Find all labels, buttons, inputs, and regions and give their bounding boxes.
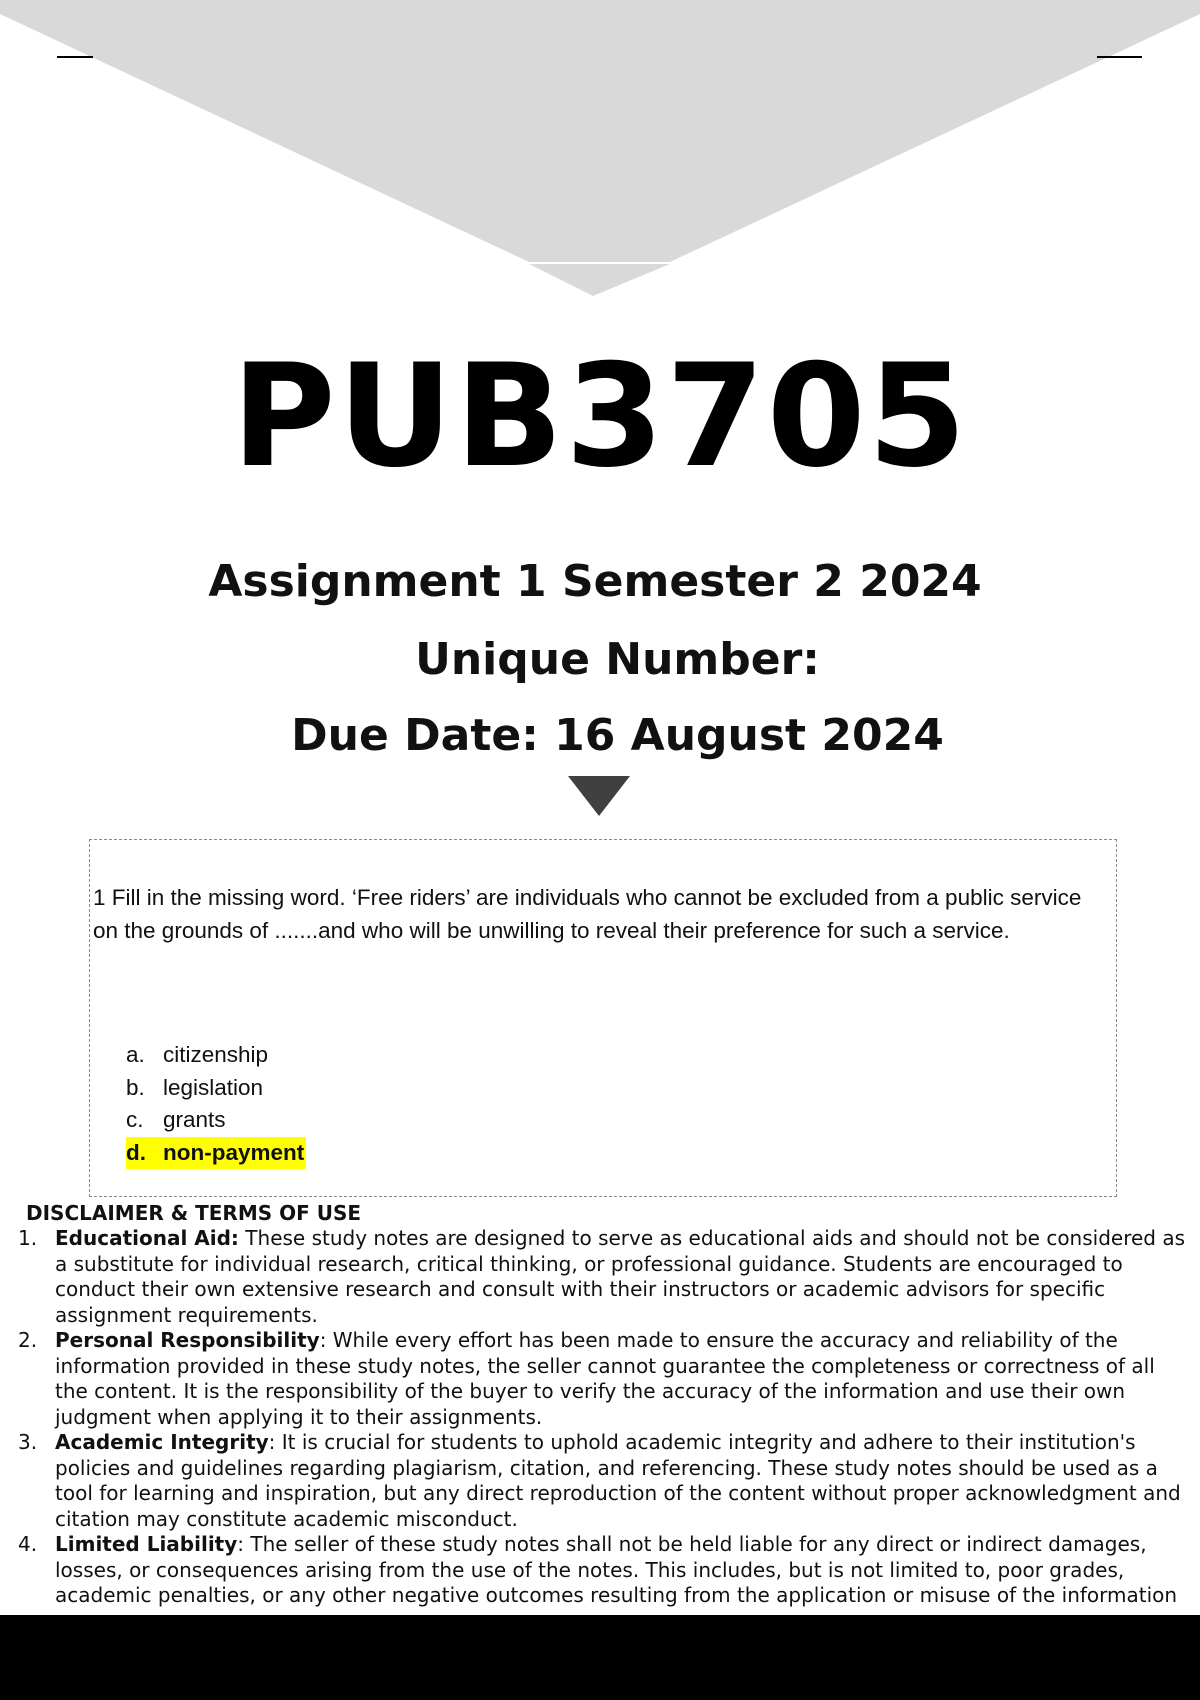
option-text: legislation xyxy=(163,1074,264,1100)
term-title: Limited Liability xyxy=(55,1532,238,1556)
option-item xyxy=(126,1039,306,1072)
answer-options xyxy=(126,1039,306,1169)
due-date-heading: Due Date: 16 August 2024 xyxy=(291,710,944,761)
option-d-highlighted-answer xyxy=(126,1137,306,1170)
option-letter: c. xyxy=(126,1107,144,1132)
term-item xyxy=(18,1328,1190,1430)
disclaimer-title: DISCLAIMER & TERMS OF USE xyxy=(26,1201,362,1225)
down-arrow-icon xyxy=(568,776,630,816)
terms-list xyxy=(18,1226,1190,1609)
option-a xyxy=(126,1039,306,1072)
viewer-bottom-bar xyxy=(0,1615,1200,1700)
term-text: : It is crucial for students to uphold academic integrity and adhere to their institution's policies and guidelines regarding plagiarism, citation, and referencing. These study notes should be used as a tool for learning and inspiration, but any direct reproduction of the content without proper acknowledgment and citation may constitute academic misconduct. xyxy=(55,1430,1181,1531)
assignment-heading: Assignment 1 Semester 2 2024 xyxy=(208,556,982,607)
header-rule-left xyxy=(57,56,93,58)
term-item xyxy=(18,1226,1190,1328)
question-box xyxy=(89,839,1117,1197)
term-text: : The seller of these study notes shall not be held liable for any direct or indirect damages, losses, or consequences arising from the use of the notes. This includes, but is not limited to, poor grades, academic penalties, or any other negative outcomes resulting from the application or misuse of the information xyxy=(55,1532,1178,1607)
disclaimer-section xyxy=(18,1200,1190,1609)
term-title: Educational Aid: xyxy=(55,1226,239,1250)
course-code-title: PUB3705 xyxy=(231,334,969,499)
term-number: 1. xyxy=(18,1226,38,1250)
option-b xyxy=(126,1072,306,1105)
term-number: 2. xyxy=(18,1328,38,1352)
option-text: citizenship xyxy=(163,1042,269,1067)
term-number: 4. xyxy=(18,1532,38,1556)
option-letter: a. xyxy=(126,1042,145,1067)
term-title: Personal Responsibility xyxy=(55,1328,320,1352)
term-title: Academic Integrity xyxy=(55,1430,269,1454)
header-chevron-banner xyxy=(0,0,1200,300)
term-text: These study notes are designed to serve as educational aids and should not be considered as a substitute for individual research, critical thinking, or professional guidance. Students are encouraged to conduct their own extensive research and consult with their instructors or academic advisors for specific assignment requirements. xyxy=(55,1226,1186,1327)
unique-number-heading: Unique Number: xyxy=(415,634,820,685)
option-item xyxy=(126,1104,306,1137)
banner-chevron-shape xyxy=(0,0,1200,262)
term-text: : While every effort has been made to ensure the accuracy and reliability of the information provided in these study notes, the seller cannot guarantee the completeness or correctness of all the content. It is the responsibility of the buyer to verify the accuracy of the information and use their own judgment when applying it to their assignments. xyxy=(55,1328,1155,1429)
term-number: 3. xyxy=(18,1430,38,1454)
option-letter: b. xyxy=(126,1074,145,1100)
option-c xyxy=(126,1104,306,1137)
header-rule-right xyxy=(1097,56,1142,58)
option-item xyxy=(126,1137,306,1170)
option-item xyxy=(126,1072,306,1105)
option-text: non-payment xyxy=(163,1139,305,1165)
banner-chevron-tip xyxy=(529,264,670,296)
term-item xyxy=(18,1532,1190,1609)
option-letter: d. xyxy=(126,1139,146,1165)
term-item xyxy=(18,1430,1190,1532)
option-text: grants xyxy=(163,1107,226,1132)
question-text: 1 Fill in the missing word. ‘Free riders’ are individuals who cannot be excluded from a public service on the grounds of .......and who will be unwilling to reveal their preference for such a service. xyxy=(93,885,1082,943)
